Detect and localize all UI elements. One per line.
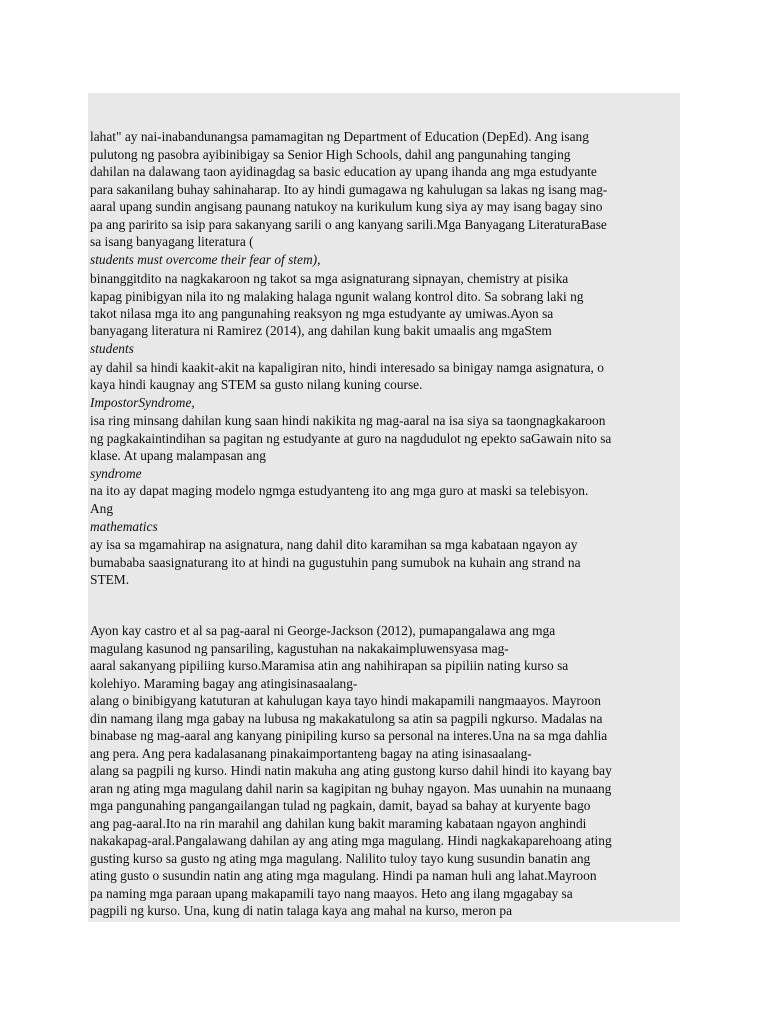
- paragraph-line: pa naming mga paraan upang makapamili tayo nang maayos. Heto ang ilang mgagabay sa: [90, 886, 573, 901]
- paragraph-line: ay isa sa mgamahirap na asignatura, nang dahil dito karamihan sa mga kabataan ngayon ay: [90, 537, 578, 552]
- paragraph-line: magulang kasunod ng pansariling, kagustuhan na nakakaimpluwensyasa mag-: [90, 641, 509, 656]
- paragraph-line: alang o binibigyang katuturan at kahulugan kaya tayo hindi makapamili nangmaayos. Mayroon: [90, 693, 601, 708]
- paragraph-line: ating gusto o susundin natin ang ating mga magulang. Hindi pa naman huli ang lahat.Mayroon: [90, 868, 597, 883]
- paragraph-line: binanggitdito na nagkakaroon ng takot sa mga asignaturang sipnayan, chemistry at pisika: [90, 271, 569, 286]
- paragraph-line: Ang: [90, 501, 114, 516]
- italic-term-line: ImpostorSyndrome,: [90, 395, 195, 410]
- paragraph-line: binabase ng mag-aaral ang kanyang pinipiling kurso sa personal na interes.Una na sa mga dahlia: [90, 728, 608, 743]
- paragraph-line: mga pangunahing pangangailangan tulad ng pagkain, damit, bayad sa bahay at kuryente bago: [90, 798, 591, 813]
- paragraph-line: alang sa pagpili ng kurso. Hindi natin makuha ang ating gustong kurso dahil hindi ito kayang bay: [90, 763, 612, 778]
- paragraph-line: para sakanilang buhay sahinaharap. Ito ay hindi gumagawa ng kahulugan sa lakas ng isang mag-: [90, 182, 608, 197]
- paragraph-line: isa ring minsang dahilan kung saan hindi nakikita ng mag-aaral na isa siya sa taongnagkakaroon: [90, 413, 606, 428]
- paragraph-line: ang pag-aaral.Ito na rin marahil ang dahilan kung bakit maraming kabataan ngayon anghindi: [90, 816, 587, 831]
- paragraph-line: na ito ay dapat maging modelo ngmga estudyanteng ito ang mga guro at maski sa telebisyon.: [90, 483, 589, 498]
- paragraph-line: banyagang literatura ni Ramirez (2014), ang dahilan kung bakit umaalis ang mgaStem: [90, 323, 552, 338]
- paragraph-line: aran ng ating mga magulang dahil narin sa kagipitan ng buhay ngayon. Mas uunahin na munaang: [90, 781, 612, 796]
- paragraph-line: dahilan na dalawang taon ayidinagdag sa basic education ay upang ihanda ang mga estudyante: [90, 164, 597, 179]
- paragraph-line: klase. At upang malampasan ang: [90, 448, 266, 463]
- paragraph-line: ang pera. Ang pera kadalasanang pinakaimportanteng bagay na ating isinasaalang-: [90, 746, 532, 761]
- paragraph-line: nakakapag-aral.Pangalawang dahilan ay ang ating mga magulang. Hindi nagkakaparehoang ating: [90, 833, 612, 848]
- paragraph-line: pulutong ng pasobra ayibinibigay sa Senior High Schools, dahil ang pangunahing tanging: [90, 147, 571, 162]
- paragraph-line: din namang ilang mga gabay na lubusa ng makakatulong sa atin sa pagpili ngkurso. Madalas na: [90, 711, 603, 726]
- italic-term-line: mathematics: [90, 519, 158, 534]
- paragraph-line: takot nilasa mga ito ang pangunahing reaksyon ng mga estudyante ay umiwas.Ayon sa: [90, 306, 554, 321]
- italic-term-line: students: [90, 341, 134, 356]
- paragraph-line: pa ang paririto sa isip para sakanyang sarili o ang kanyang sarili.Mga Banyagang LiteraturaBase: [90, 217, 607, 232]
- paragraph-line: ay dahil sa hindi kaakit-akit na kapaligiran nito, hindi interesado sa binigay namga asignatura, o: [90, 360, 604, 375]
- italic-term-line: students must overcome their fear of stem),: [90, 252, 321, 267]
- paragraph-line: kapag pinibigyan nila ito ng malaking halaga ngunit walang kontrol dito. Sa sobrang laki ng: [90, 289, 584, 304]
- paragraph-line: bumababa saasignaturang ito at hindi na gugustuhin pang sumubok na kuhain ang strand na: [90, 555, 581, 570]
- italic-term-line: syndrome: [90, 466, 142, 481]
- paragraph-line: Ayon kay castro et al sa pag-aaral ni George-Jackson (2012), pumapangalawa ang mga: [90, 623, 556, 638]
- paragraph-line: sa isang banyagang literatura (: [90, 234, 254, 249]
- paragraph-line: lahat" ay nai-inabandunangsa pamamagitan ng Department of Education (DepEd). Ang isang: [90, 129, 589, 144]
- paragraph-line: aaral sakanyang pipiliing kurso.Maramisa atin ang nahihirapan sa pipiliin nating kurso sa: [90, 658, 569, 673]
- paragraph-line: gusting kurso sa gusto ng ating mga magulang. Nalilito tuloy tayo kung susundin banatin ang: [90, 851, 591, 866]
- paragraph-line: STEM.: [90, 572, 130, 587]
- paragraph-line: pagpili ng kurso. Una, kung di natin talaga kaya ang mahal na kurso, meron pa: [90, 903, 513, 918]
- paragraph-line: kaya hindi kaugnay ang STEM sa gusto nilang kuning course.: [90, 377, 423, 392]
- paragraph-line: ng pagkakaintindihan sa pagitan ng estudyante at guro na nagdudulot ng epekto saGawain nito sa: [90, 431, 612, 446]
- paragraph-line: aaral upang sundin angisang paunang natukoy na kurikulum kung siya ay may isang bagay sino: [90, 199, 603, 214]
- paragraph-line: kolehiyo. Maraming bagay ang atingisinasaalang-: [90, 676, 358, 691]
